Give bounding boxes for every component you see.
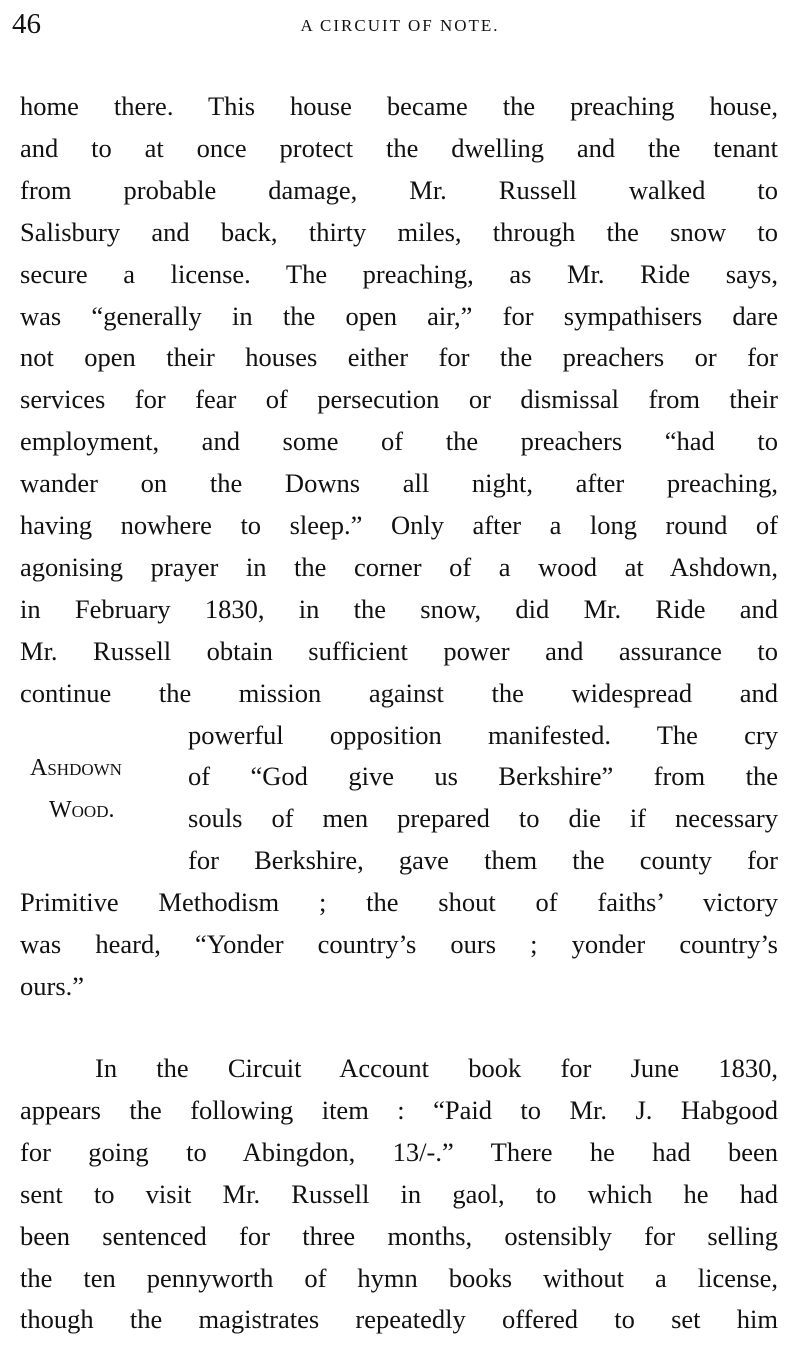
text-line: powerful opposition manifested. The cry — [188, 719, 778, 750]
text-line: and to at once protect the dwelling and the tenant — [20, 132, 778, 163]
text-line: continue the mission against the widespread and — [20, 677, 778, 708]
text-line: Salisbury and back, thirty miles, through the snow to — [20, 216, 778, 247]
text-line: appears the following item : “Paid to Mr. J. Habgood — [20, 1094, 778, 1125]
text-line: agonising prayer in the corner of a wood at Ashdown, — [20, 551, 778, 582]
text-line: not open their houses either for the preachers or for — [20, 342, 778, 373]
text-line: employment, and some of the preachers “had to — [20, 426, 778, 457]
text-line: having nowhere to sleep.” Only after a long round of — [20, 510, 778, 540]
text-line: was “generally in the open air,” for sympathisers dare — [20, 300, 778, 331]
text-line: in February 1830, in the snow, did Mr. Ride and — [20, 593, 778, 624]
text-line: for going to Abingdon, 13/-.” There he had been — [20, 1136, 778, 1167]
running-title: A CIRCUIT OF NOTE. — [300, 16, 500, 35]
page-number: 46 — [12, 8, 41, 40]
text-line: of “God give us Berkshire” from the — [188, 761, 778, 792]
text-line: though the magistrates repeatedly offered to set him — [20, 1304, 778, 1335]
text-line: Primitive Methodism ; the shout of faiths’ victory — [20, 887, 778, 918]
text-line: Mr. Russell obtain sufficient power and assurance to — [20, 635, 778, 666]
text-line: been sentenced for three months, ostensibly for selling — [20, 1220, 778, 1251]
text-line: wander on the Downs all night, after preaching, — [20, 468, 778, 499]
text-line: home there. This house became the preaching house, — [20, 91, 778, 121]
text-line: souls of men prepared to die if necessary — [188, 803, 778, 834]
text-line: the ten pennyworth of hymn books without a license, — [20, 1262, 778, 1293]
text-line: for Berkshire, gave them the county for — [188, 845, 778, 876]
text-line: was heard, “Yonder country’s ours ; yonder country’s — [20, 929, 778, 959]
margin-note-line-2: Wood. — [49, 797, 115, 823]
text-line: from probable damage, Mr. Russell walked to — [20, 174, 778, 205]
text-line: secure a license. The preaching, as Mr. Ride says, — [20, 258, 778, 289]
text-line: ours.” — [20, 970, 85, 1001]
margin-note-line-1: Ashdown — [30, 755, 122, 781]
text-line: services for fear of persecution or dismissal from their — [20, 384, 778, 415]
text-line: In the Circuit Account book for June 1830, — [95, 1053, 778, 1083]
text-line: sent to visit Mr. Russell in gaol, to which he had — [20, 1178, 778, 1209]
